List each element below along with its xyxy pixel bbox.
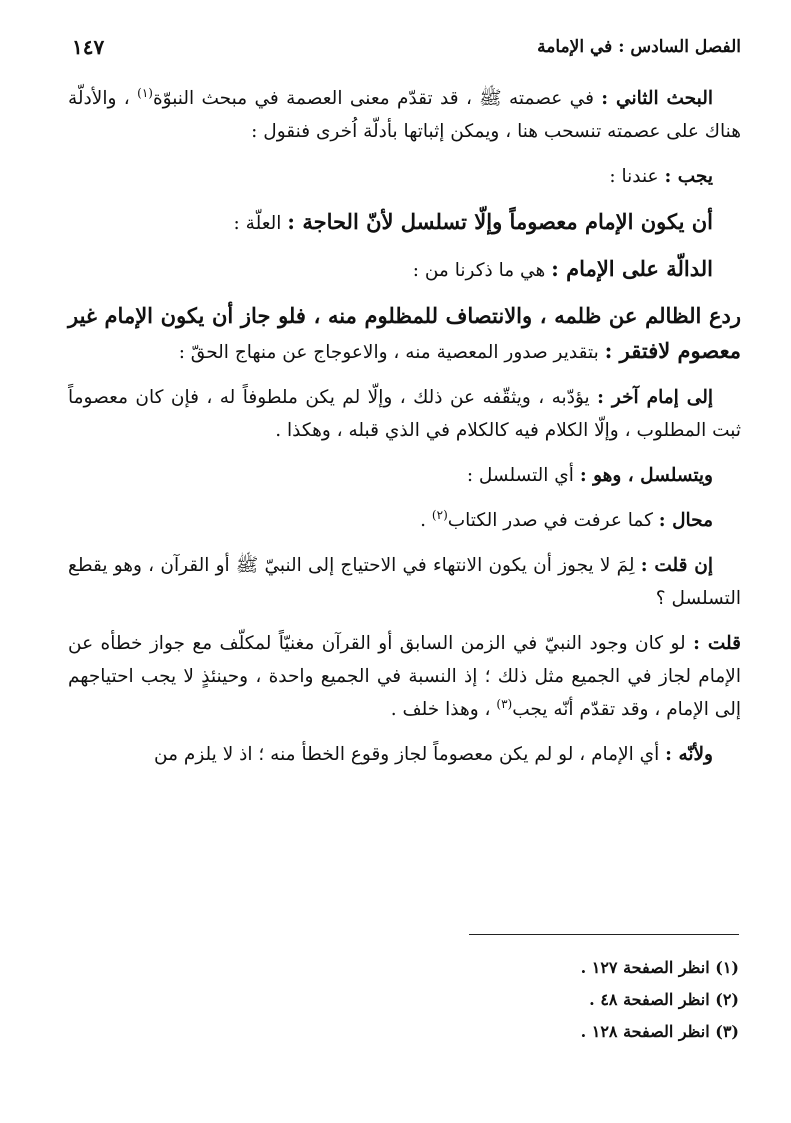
bold-lead: الدالّة على الإمام : — [551, 256, 713, 281]
paragraph-6 — [68, 381, 741, 447]
paragraph-tail: ، وهذا خلف . — [390, 699, 497, 720]
chapter-title: الفصل السادس : في الإمامة — [537, 37, 741, 57]
page-number: ١٤٧ — [72, 35, 105, 59]
footnote-2: (٢) انظر الصفحة ٤٨ . — [589, 990, 739, 1009]
bold-lead: إن قلت : — [640, 555, 713, 576]
bold-lead: أن يكون الإمام معصوماً وإلّا تسلسل لأنّ الحاجة : — [287, 209, 713, 234]
paragraph-tail: ، والأدلّة هناك على عصمته تنسحب هنا ، ويمكن إثباتها بأدلّة اُخرى فنقول : — [68, 88, 741, 142]
paragraph-1 — [68, 82, 741, 148]
footnote-ref: (٢) — [431, 507, 448, 522]
footnote-3: (٣) انظر الصفحة ١٢٨ . — [580, 1022, 739, 1041]
footnotes — [200, 952, 739, 1048]
bold-lead: يجب : — [664, 166, 713, 187]
bold-lead: ويتسلسل ، وهو : — [579, 465, 713, 486]
paragraph-text: بتقدير صدور المعصية منه ، والاعوجاج عن منهاج الحقّ : — [178, 342, 605, 363]
paragraph-10 — [68, 627, 741, 726]
paragraph-text: عندنا : — [609, 166, 665, 187]
footnote-ref: (١) — [137, 85, 153, 100]
running-header — [72, 32, 741, 62]
paragraph-4 — [68, 252, 741, 287]
paragraph-text: أي التسلسل : — [466, 465, 580, 486]
footnote-1: (١) انظر الصفحة ١٢٧ . — [580, 958, 739, 977]
paragraph-5 — [68, 299, 741, 369]
footnote-ref: (٣) — [496, 696, 513, 711]
paragraph-text: هي ما ذكرنا من : — [412, 260, 552, 281]
bold-lead: إلى إمام آخر : — [597, 387, 713, 408]
paragraph-text: يؤدّبه ، ويثقّفه عن ذلك ، وإلّا لم يكن ملطوفاً له ، فإن كان معصوماً ثبت المطلوب ، وإلّا الكلام فيه كالكلام في الذي قبله ، وهكذا . — [68, 387, 741, 441]
paragraph-text: العلّة : — [233, 213, 288, 234]
bold-lead: ردع الظالم عن ظلمه ، والانتصاف للمظلوم منه ، فلو جاز أن يكون الإمام غير معصوم لافتقر : — [68, 303, 741, 363]
bold-lead: البحث الثاني : — [601, 88, 713, 109]
paragraph-text: أي الإمام ، لو لم يكن معصوماً لجاز وقوع الخطأ منه ؛ اذ لا يلزم من — [154, 744, 666, 765]
footnote-divider — [469, 934, 739, 935]
paragraph-11 — [68, 738, 741, 771]
paragraph-tail: . — [420, 510, 432, 531]
main-text — [68, 82, 741, 783]
paragraph-text: لِمَ لا يجوز أن يكون الانتهاء في الاحتياج إلى النبيّ ﷺ أو القرآن ، وهو يقطع التسلسل ؟ — [68, 555, 741, 609]
bold-lead: قلت : — [693, 633, 741, 654]
paragraph-7 — [68, 459, 741, 492]
paragraph-text: كما عرفت في صدر الكتاب — [447, 510, 659, 531]
bold-lead: ولأنّه : — [665, 744, 713, 765]
paragraph-2 — [68, 160, 741, 193]
paragraph-9 — [68, 549, 741, 615]
paragraph-8 — [68, 504, 741, 537]
paragraph-text: في عصمته ﷺ ، قد تقدّم معنى العصمة في مبحث النبوّة — [152, 88, 602, 109]
bold-lead: محال : — [658, 510, 713, 531]
paragraph-3 — [68, 205, 741, 240]
paragraph-text: لو كان وجود النبيّ في الزمن السابق أو القرآن مغنيّاً لمكلّف مع جواز خطأه عن الإمام لجاز في الجميع مثل ذلك ؛ إذ النسبة في الجميع واحدة ، وحينئذٍ لا يجب احتياجهم إلى الإمام ، وقد تقدّم أنّه يجب — [68, 633, 741, 720]
